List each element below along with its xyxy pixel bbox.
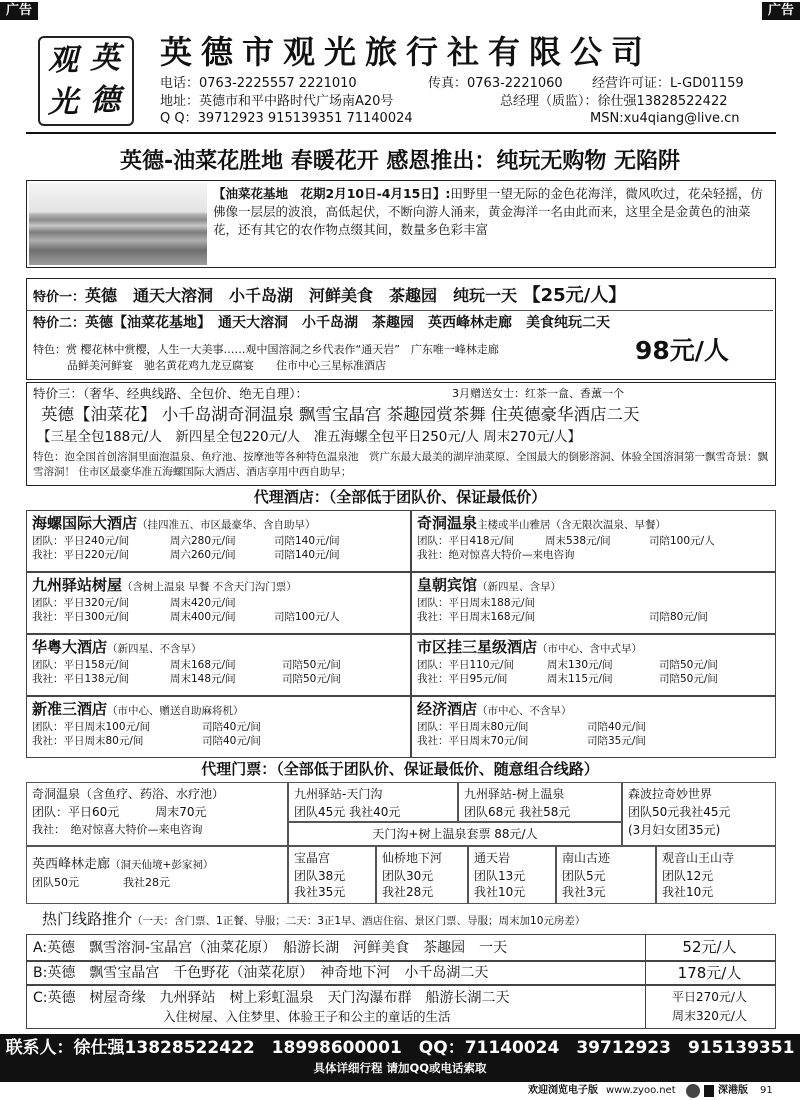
special-three-prices: 【三星全包188元/人 新四星全包220元/人 准五海螺全包平日250元/人 周末270元/人】	[37, 429, 582, 445]
special-two-feature-1: 特色：赏 樱花林中赏樱，人生一大美事……观中国溶洞之乡代表作“通天岩” 广东唯一峰林走廊	[33, 343, 499, 356]
route-price: 52元/人	[645, 935, 773, 960]
ticket-name: 森波拉奇妙世界	[628, 787, 713, 801]
corner-tag-left: 广告	[0, 2, 38, 20]
ticket-name: 九州驿站-树上温泉	[464, 787, 565, 801]
header-divider	[26, 132, 776, 134]
hotel-price: 司陪50元/间	[282, 672, 341, 685]
ticket-combo: 天门沟+树上温泉套票 88元/人	[288, 822, 622, 846]
ticket-jiuzhou-treetop	[458, 782, 622, 822]
contact-footer	[0, 1034, 800, 1082]
intro-box	[26, 180, 776, 268]
hotel-card	[26, 634, 411, 696]
hotel-price: 周六280元/间	[170, 534, 236, 547]
special-box-1-2	[26, 278, 776, 380]
edition-block	[704, 1085, 714, 1097]
hotel-price: 团队：平日周末188元/间	[417, 596, 536, 609]
ticket-price: 团队13元	[474, 869, 526, 883]
bottom-url[interactable]: www.zyoo.net	[606, 1085, 676, 1096]
ticket-name: 观音山王山寺	[662, 851, 735, 865]
logo-char: 观	[48, 43, 78, 78]
hotel-price: 司陪100元/人	[649, 534, 715, 547]
hotel-price: 周末400元/间	[170, 610, 236, 623]
bottom-edition: 深港版	[718, 1085, 748, 1096]
rapeseed-photo	[29, 183, 207, 265]
route-text: A:英德 飘雪溶洞-宝晶宫（油菜花原） 船游长湖 河鲜美食 茶趣园 一天	[33, 940, 508, 956]
hotel-price: 司陪40元/间	[587, 720, 646, 733]
hotel-name: 华粤大酒店	[32, 638, 108, 656]
hotel-card	[411, 634, 776, 696]
company-qq: Q Q：39712923 915139351 71140024	[160, 111, 413, 126]
route-text: C:英德 树屋奇缘 九州驿站 树上彩虹温泉 天门沟瀑布群 船游长湖二天	[33, 990, 510, 1006]
special-one-price: 【25元/人】	[522, 285, 627, 306]
headline: 英德-油菜花胜地 春暖花开 感恩推出：纯玩无购物 无陷阱	[119, 149, 681, 174]
ticket-name: 英西峰林走廊	[32, 857, 111, 872]
hotel-price: 司陪35元/间	[587, 734, 646, 747]
hotel-price: 我社：平日周末70元/间	[417, 734, 529, 747]
ticket-name: 宝晶宫	[294, 851, 331, 865]
hotel-price: 我社：平日周末80元/间	[32, 734, 144, 747]
hotel-price: 司陪50元/间	[659, 658, 718, 671]
ticket-qidong	[26, 782, 288, 846]
hotel-price: 周末115元/间	[547, 672, 613, 685]
company-fax: 传真：0763-2221060	[428, 76, 563, 91]
special-one-label: 特价一：	[33, 290, 86, 305]
hotel-name: 市区挂三星级酒店	[417, 638, 538, 656]
company-address: 地址：英德市和平中路时代广场南A20号	[160, 94, 394, 109]
hotel-name: 九州驿站树屋	[32, 576, 123, 594]
special-three-label: 特价三：（奢华、经典线路、全包价、绝无自理）：	[33, 386, 309, 401]
hotel-price: 周六260元/间	[170, 548, 236, 561]
hotel-card	[26, 510, 411, 572]
hotel-price: 司陪50元/间	[282, 658, 341, 671]
ticket-small	[656, 846, 776, 904]
ticket-price: 团队12元	[662, 869, 714, 883]
ticket-price-note: 我社： 绝对惊喜大特价—来电咨询	[32, 823, 203, 836]
hotel-price: 我社：平日220元/间	[32, 548, 130, 561]
hotel-card	[26, 696, 411, 758]
company-logo	[38, 36, 134, 126]
company-phone: 电话：0763-2225557 2221010	[160, 76, 357, 91]
ticket-small	[288, 846, 376, 904]
hotel-price: 团队：平日320元/间	[32, 596, 130, 609]
ticket-price: 我社28元	[382, 885, 434, 899]
hotel-price: 团队：平日240元/间	[32, 534, 130, 547]
hotel-card	[411, 572, 776, 634]
hotel-price: 周末420元/间	[170, 596, 236, 609]
route-row	[26, 934, 776, 961]
ticket-note: （洞天仙境+彭家祠）	[110, 859, 214, 871]
hotel-price: 司陪140元/间	[274, 548, 340, 561]
special-two-label: 特价二：	[33, 316, 86, 331]
hotel-name: 新准三酒店	[32, 700, 108, 718]
ticket-name: 通天岩	[474, 851, 511, 865]
route-text: B:英德 飘雪宝晶宫 千色野花（油菜花原） 神奇地下河 小千岛湖二天	[33, 965, 489, 981]
hotel-price: 周末130元/间	[547, 658, 613, 671]
routes-note: （一天：含门票、1正餐、导服；二天：3正1早、酒店住宿、景区门票、导服；周末加10元房差）	[132, 915, 586, 927]
route-price: 178元/人	[645, 962, 773, 984]
hotel-name: 奇洞温泉	[417, 514, 478, 532]
ticket-price: 团队38元	[294, 869, 346, 883]
route-price: 平日270元/人	[672, 990, 747, 1004]
ticket-small	[376, 846, 468, 904]
hotel-name: 皇朝宾馆	[417, 576, 478, 594]
routes-title: 热门线路推介	[42, 910, 133, 928]
special-one-text: 英德 通天大溶洞 小千岛湖 河鲜美食 茶趣园 纯玩一天	[85, 286, 518, 305]
hotel-note: （新四星、含早）	[477, 581, 562, 593]
ticket-price: 团队68元 我社58元	[464, 805, 571, 819]
hotel-name: 经济酒店	[417, 700, 478, 718]
hotel-price: 团队：平日周末80元/间	[417, 720, 529, 733]
hotel-note: （市中心、赠送自助麻将机）	[107, 705, 244, 717]
special-two-text: 英德【油菜花基地】 通天大溶洞 小千岛湖 茶趣园 英西峰林走廊 美食纯玩二天	[85, 315, 611, 331]
hotel-name: 海螺国际大酒店	[32, 514, 138, 532]
footer-contact: 联系人：徐仕强13828522422 18998600001 QQ：71140024 39712923 915139351	[5, 1038, 795, 1058]
hotel-note: （市中心、不含早）	[477, 705, 572, 717]
intro-text: 田野里一望无际的金色花海洋，微风吹过，花朵轻摇，仿佛像一层层的波浪，高低起伏，不断向游人涌来，黄金海洋一名由此而来，这里全是金黄色的油菜花，还有其它的农作物点缀其间，数量多色彩丰富	[213, 186, 763, 237]
special-three-route: 英德【油菜花】 小千岛湖奇洞温泉 飘雪宝晶宫 茶趣园赏茶舞 住英德豪华酒店二天	[41, 405, 640, 424]
hotel-card	[26, 572, 411, 634]
special-box-3	[26, 382, 776, 486]
ticket-name: 仙桥地下河	[382, 851, 443, 865]
ticket-price: 团队30元	[382, 869, 434, 883]
site-logo-icon	[686, 1084, 700, 1098]
ticket-price: 团队：平日60元 周末70元	[32, 805, 207, 819]
route-subtext: 入住树屋、入住梦里、体验王子和公主的童话的生活	[163, 1009, 451, 1024]
hotel-price: 我社：平日300元/间	[32, 610, 130, 623]
special-three-feature: 特色：泡全国首创溶洞里面泡温泉、鱼疗池、按摩池等各种特色温泉池 赏广东最大最美的湖岸油菜原、全国最大的倒影溶洞、体验全国溶洞第一飘雪奇景：飘雪溶洞！ 住市区最豪华准五海螺国际大酒店、酒店享用中西自助早；	[33, 451, 768, 478]
route-row	[26, 961, 776, 985]
ticket-price: 我社10元	[474, 885, 526, 899]
hotel-price: 团队：平日418元/间	[417, 534, 515, 547]
hotel-price: 司陪140元/间	[274, 534, 340, 547]
hotel-note: （含树上温泉 早餐 不含天门沟门票）	[122, 581, 297, 593]
bottom-welcome: 欢迎浏览电子版	[528, 1085, 598, 1096]
corner-tag-right: 广告	[762, 2, 800, 20]
ticket-price-note: (3月妇女团35元)	[628, 823, 721, 837]
hotel-price: 团队：平日周末100元/间	[32, 720, 151, 733]
ticket-price: 我社10元	[662, 885, 714, 899]
ticket-price: 团队5元	[562, 869, 606, 883]
logo-char: 英	[90, 41, 120, 76]
page-number: 91	[760, 1085, 773, 1096]
hotel-price: 团队：平日110元/间	[417, 658, 515, 671]
hotel-note: （新四星、不含早）	[107, 643, 202, 655]
hotel-price: 我社：平日95元/间	[417, 672, 508, 685]
logo-char: 光	[48, 85, 78, 120]
hotel-price: 司陪100元/人	[274, 610, 340, 623]
special-two-price: 98元/人	[635, 336, 729, 365]
hotel-card	[411, 510, 776, 572]
footer-subtext: 具体详细行程 请加QQ或电话索取	[313, 1061, 487, 1075]
special-two-feature-2: 品鲜美河鲜宴 驰名黄花鸡九龙豆腐宴 住市中心三星标准酒店	[67, 359, 386, 372]
ticket-name: 九州驿站-天门沟	[294, 787, 383, 801]
hotel-price: 司陪80元/间	[649, 610, 708, 623]
hotel-price: 团队：平日158元/间	[32, 658, 130, 671]
hotel-note: （挂四准五、市区最豪华、含自助早）	[137, 519, 316, 531]
hotel-price: 周末148元/间	[170, 672, 236, 685]
ticket-price: 团队45元 我社40元	[294, 805, 401, 819]
company-license: 经营许可证：L-GD01159	[592, 76, 744, 91]
ticket-jiuzhou-tianmen	[288, 782, 458, 822]
ticket-price: 团队50元我社45元	[628, 805, 731, 819]
logo-char: 德	[90, 83, 120, 118]
hotel-note: 主楼或半山雅居（含无限次温泉、早餐）	[477, 519, 667, 531]
ticket-small	[468, 846, 556, 904]
ticket-yingxi	[26, 846, 288, 904]
hotel-price: 我社：平日138元/间	[32, 672, 130, 685]
ticket-small	[556, 846, 656, 904]
ticket-name: 奇洞温泉（含鱼疗、药浴、水疗池）	[32, 787, 225, 801]
special-three-gift: 3月赠送女士：红茶一盒、香薰一个	[452, 387, 624, 400]
ticket-name: 南山古迹	[562, 851, 611, 865]
company-name: 英德市观光旅行社有限公司	[160, 33, 653, 71]
special-divider	[27, 310, 773, 311]
ticket-senbo	[622, 782, 776, 846]
route-row	[26, 985, 776, 1029]
hotel-note: （市中心、含中式早）	[537, 643, 643, 655]
route-price: 周末320元/人	[672, 1009, 747, 1023]
company-msn: MSN:xu4qiang@live.cn	[590, 111, 740, 126]
tickets-title: 代理门票：（全部低于团队价、保证最低价、随意组合线路）	[201, 760, 599, 778]
hotel-price: 我社：绝对惊喜大特价—来电咨询	[417, 548, 575, 561]
hotel-price: 司陪40元/间	[202, 734, 261, 747]
hotel-price: 司陪40元/间	[202, 720, 261, 733]
intro-bracket: 【油菜花基地 花期2月10日-4月15日】:	[213, 186, 451, 201]
ticket-price: 我社35元	[294, 885, 346, 899]
hotel-price: 司陪50元/间	[659, 672, 718, 685]
hotels-title: 代理酒店：（全部低于团队价、保证最低价）	[253, 488, 547, 506]
hotel-price: 周末538元/间	[545, 534, 611, 547]
hotel-price: 周末168元/间	[170, 658, 236, 671]
ticket-price: 我社3元	[562, 885, 606, 899]
hotel-card	[411, 696, 776, 758]
hotel-price: 我社：平日周末168元/间	[417, 610, 536, 623]
ticket-price: 团队50元 我社28元	[32, 876, 170, 889]
company-manager: 总经理（质监）：徐仕强13828522422	[500, 94, 728, 109]
